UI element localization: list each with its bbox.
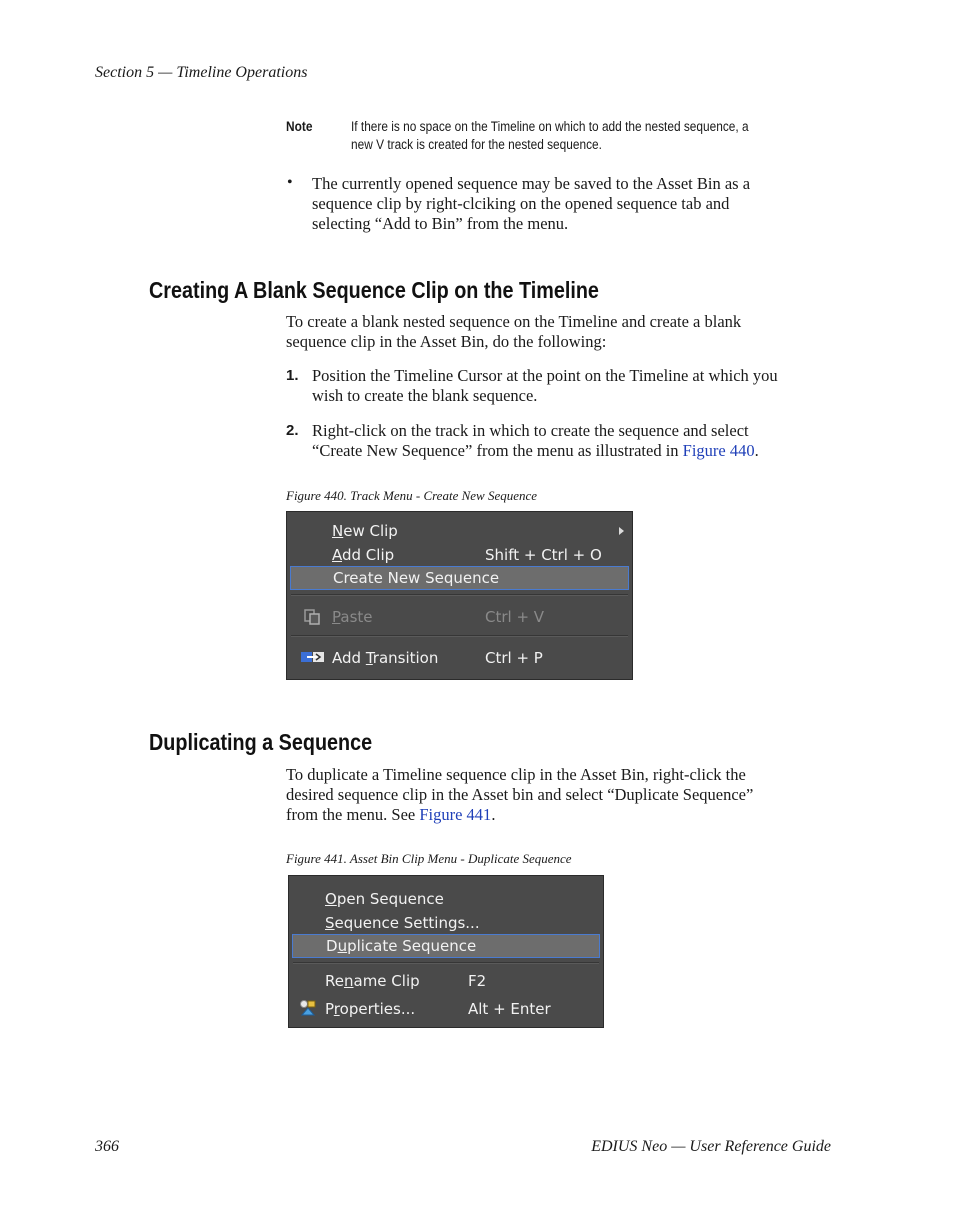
step-number-2: 2. [286, 422, 299, 439]
menu-label: equence Settings... [334, 914, 480, 932]
menu-shortcut: Alt + Enter [468, 1000, 551, 1018]
note-label: Note [286, 118, 313, 134]
menu-item-duplicate-sequence[interactable] [292, 934, 600, 958]
bullet-mark: • [287, 174, 293, 191]
bullet-text [312, 174, 750, 234]
accel-key: u [337, 937, 348, 955]
menu-shortcut: F2 [468, 972, 487, 990]
accel-key: r [333, 1000, 340, 1018]
accel-key: O [325, 890, 337, 908]
menu-item-new-clip[interactable] [287, 519, 632, 543]
accel-key: A [332, 546, 342, 564]
menu-label: plicate Sequence [347, 937, 477, 955]
note-line: new V track is created for the nested sequence. [351, 137, 602, 152]
menu-label: Create New Sequence [333, 569, 500, 587]
text: from the menu. See [286, 805, 420, 824]
step-line: Right-click on the track in which to create the sequence and select [312, 421, 749, 440]
text: . [491, 805, 496, 824]
step-2-text [312, 421, 759, 461]
step-number-1: 1. [286, 367, 299, 384]
accel-key: n [343, 972, 354, 990]
properties-icon [299, 999, 317, 1017]
accel-key: T [365, 649, 373, 667]
menu-label: ame Clip [353, 972, 420, 990]
menu-label: operties... [339, 1000, 416, 1018]
guide-title: EDIUS Neo — User Reference Guide [591, 1138, 831, 1155]
menu-label: dd Clip [342, 546, 395, 564]
text-line: desired sequence clip in the Asset bin and select “Duplicate Sequence” [286, 785, 754, 804]
track-context-menu [286, 511, 633, 680]
menu-label: D [326, 937, 338, 955]
menu-item-open-sequence[interactable] [289, 887, 603, 911]
menu-separator [291, 594, 628, 596]
bullet-line: sequence clip by right-clciking on the opened sequence tab and [312, 194, 730, 213]
menu-item-sequence-settings[interactable] [289, 911, 603, 935]
paste-icon [303, 607, 321, 625]
menu-item-properties[interactable] [289, 997, 603, 1021]
note-text [351, 118, 765, 154]
menu-separator [291, 635, 628, 637]
accel-key: S [325, 914, 335, 932]
transition-icon [301, 651, 325, 664]
menu-label: ew Clip [343, 522, 398, 540]
figure-441-caption: Figure 441. Asset Bin Clip Menu - Duplicate Sequence [286, 851, 572, 866]
step-line: wish to create the blank sequence. [312, 386, 538, 405]
text-line [286, 805, 753, 825]
figure-440-caption: Figure 440. Track Menu - Create New Sequence [286, 488, 538, 503]
figure-440-link[interactable]: Figure 440 [682, 441, 755, 460]
menu-label: ransition [372, 649, 439, 667]
section2-text [286, 765, 753, 825]
bullet-line: selecting “Add to Bin” from the menu. [312, 214, 569, 233]
intro-line: sequence clip in the Asset Bin, do the following: [286, 332, 607, 351]
note-line: If there is no space on the Timeline on which to add the nested sequence, a [351, 119, 749, 134]
menu-label: aste [340, 608, 373, 626]
section1-intro [286, 312, 741, 352]
step-1-text [312, 366, 778, 406]
menu-label: pen Sequence [336, 890, 444, 908]
step-text: . [754, 441, 759, 460]
menu-label: Add [332, 649, 366, 667]
step-line: Position the Timeline Cursor at the point on the Timeline at which you [312, 366, 778, 385]
menu-shortcut: Ctrl + P [485, 649, 543, 667]
menu-shortcut: Ctrl + V [485, 608, 545, 626]
accel-key: N [332, 522, 344, 540]
menu-separator [293, 962, 599, 964]
intro-line: To create a blank nested sequence on the Timeline and create a blank [286, 312, 742, 331]
text-line: To duplicate a Timeline sequence clip in the Asset Bin, right-click the [286, 765, 746, 784]
menu-label: Re [325, 972, 344, 990]
running-head: Section 5 — Timeline Operations [95, 64, 308, 81]
menu-item-rename-clip[interactable] [289, 969, 603, 993]
section-heading-duplicating: Duplicating a Sequence [149, 729, 373, 755]
menu-shortcut: Shift + Ctrl + O [485, 546, 602, 564]
asset-bin-clip-menu [288, 875, 604, 1028]
page-number: 366 [95, 1138, 119, 1155]
menu-item-create-new-sequence[interactable] [290, 566, 629, 590]
accel-key: P [332, 608, 341, 626]
step-text: “Create New Sequence” from the menu as illustrated in [312, 441, 683, 460]
menu-item-add-transition[interactable] [287, 646, 632, 670]
section-heading-blank-sequence: Creating A Blank Sequence Clip on the Timeline [149, 277, 599, 303]
submenu-arrow-icon [619, 527, 624, 535]
menu-label: P [325, 1000, 334, 1018]
menu-item-paste[interactable] [287, 605, 632, 629]
step-line [312, 441, 759, 461]
figure-441-link[interactable]: Figure 441 [419, 805, 492, 824]
bullet-line: The currently opened sequence may be saved to the Asset Bin as a [312, 174, 751, 193]
menu-item-add-clip[interactable] [287, 543, 632, 567]
